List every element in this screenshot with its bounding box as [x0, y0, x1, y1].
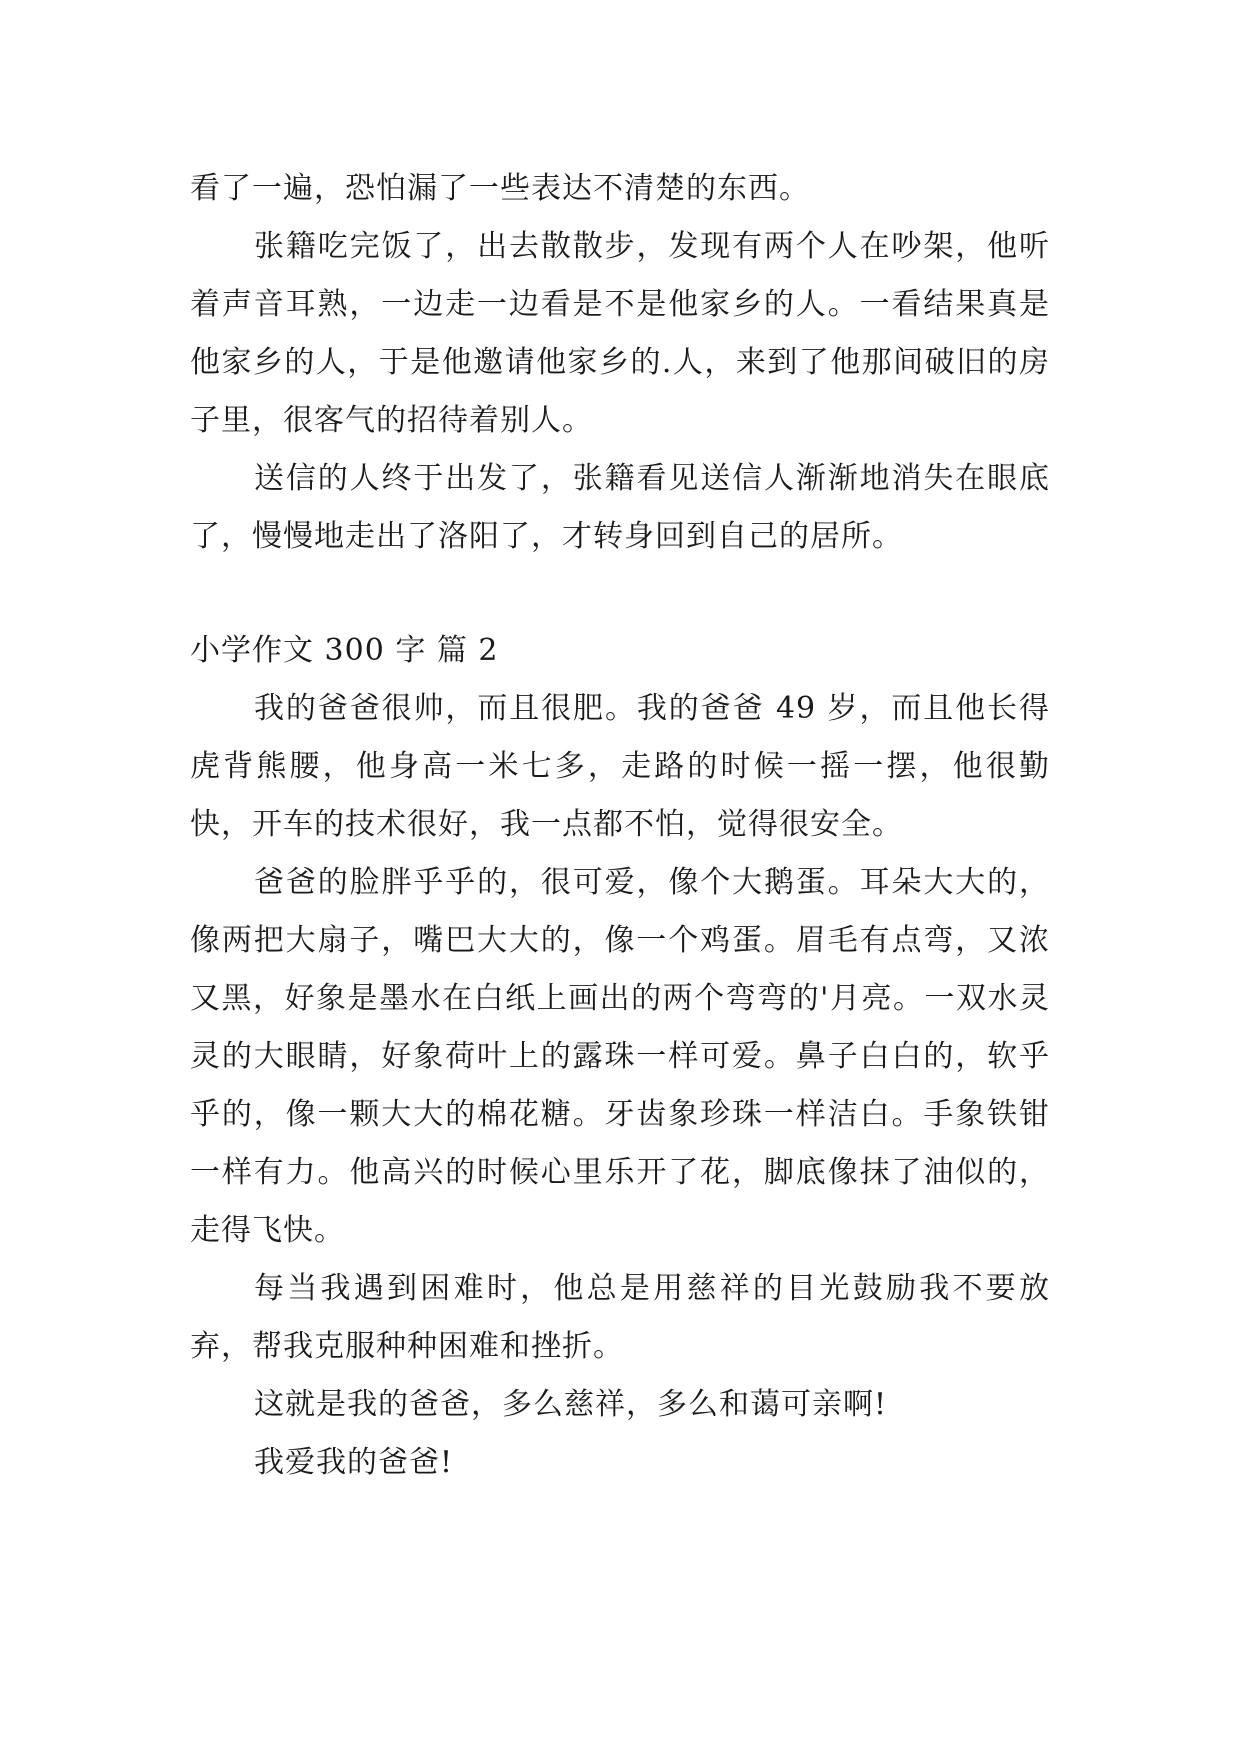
paragraph: 我的爸爸很帅，而且很肥。我的爸爸 49 岁，而且他长得虎背熊腰，他身高一米七多，走路的时候一摇一摆，他很勤快，开车的技术很好，我一点都不怕，觉得很安全。 — [190, 691, 1050, 842]
paragraph: 送信的人终于出发了，张籍看见送信人渐渐地消失在眼底了，慢慢地走出了洛阳了，才转身回到自己的居所。 — [190, 461, 1050, 554]
paragraph: 每当我遇到困难时，他总是用慈祥的目光鼓励我不要放弃，帮我克服种种困难和挫折。 — [190, 1271, 1050, 1364]
paragraph: 爸爸的脸胖乎乎的，很可爱，像个大鹅蛋。耳朵大大的，像两把大扇子，嘴巴大大的，像一个鸡蛋。眉毛有点弯，又浓又黑，好象是墨水在白纸上画出的两个弯弯的'月亮。一双水灵灵的大眼睛，好象荷叶上的露珠一样可爱。鼻子白白的，软乎乎的，像一颗大大的棉花糖。牙齿象珍珠一样洁白。手象铁钳一样有力。他高兴的时候心里乐开了花，脚底像抹了油似的，走得飞快。 — [190, 865, 1050, 1248]
document-body — [190, 160, 1050, 1492]
paragraph-continuation: 看了一遍，恐怕漏了一些表达不清楚的东西。 — [190, 171, 810, 206]
section-heading: 小学作文 300 字 篇 2 — [190, 633, 499, 668]
paragraph: 张籍吃完饭了，出去散散步，发现有两个人在吵架，他听着声音耳熟，一边走一边看是不是他家乡的人。一看结果真是他家乡的人，于是他邀请他家乡的.人，来到了他那间破旧的房子里，很客气的招待着别人。 — [190, 229, 1050, 438]
paragraph: 我爱我的爸爸! — [254, 1445, 454, 1480]
paragraph: 这就是我的爸爸，多么慈祥，多么和蔼可亲啊! — [254, 1387, 888, 1422]
